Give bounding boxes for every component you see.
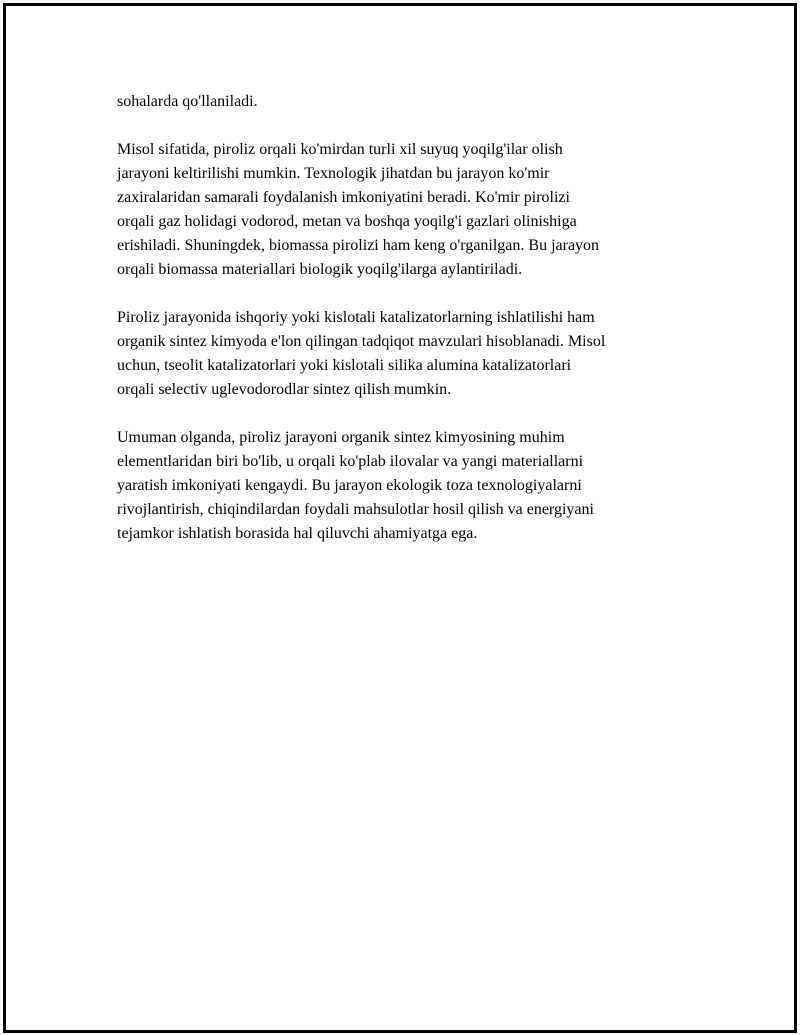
- document-body: [117, 90, 697, 570]
- paragraph-2: Misol sifatida, piroliz orqali ko'mirdan turli xil suyuq yoqilg'ilar olish jarayoni keltirilishi mumkin. Texnologik jihatdan bu jarayon ko'mir zaxiralaridan samarali foydalanish imkoniyatini beradi. Ko'mir pirolizi orqali gaz holidagi vodorod, metan va boshqa yoqilg'i gazlari olinishiga erishiladi. Shuningdek, biomassa pirolizi ham keng o'rganilgan. Bu jarayon orqali biomassa materiallari biologik yoqilg'ilarga aylantiriladi.: [117, 141, 600, 278]
- paragraph-4: Umuman olganda, piroliz jarayoni organik sintez kimyosining muhim elementlaridan biri bo'lib, u orqali ko'plab ilovalar va yangi materiallarni yaratish imkoniyati kengaydi. Bu jarayon ekologik toza texnologiyalarni rivojlantirish, chiqindilardan foydali mahsulotlar hosil qilish va energiyani tejamkor ishlatish borasida hal qiluvchi ahamiyatga ega.: [117, 429, 594, 542]
- paragraph-1: sohalarda qo'llaniladi.: [117, 93, 258, 110]
- paragraph-3: Piroliz jarayonida ishqoriy yoki kislotali katalizatorlarning ishlatilishi ham organik sintez kimyoda e'lon qilingan tadqiqot mavzulari hisoblanadi. Misol uchun, tseolit katalizatorlari yoki kislotali silika alumina katalizatorlari orqali selectiv uglevodorodlar sintez qilish mumkin.: [117, 309, 606, 398]
